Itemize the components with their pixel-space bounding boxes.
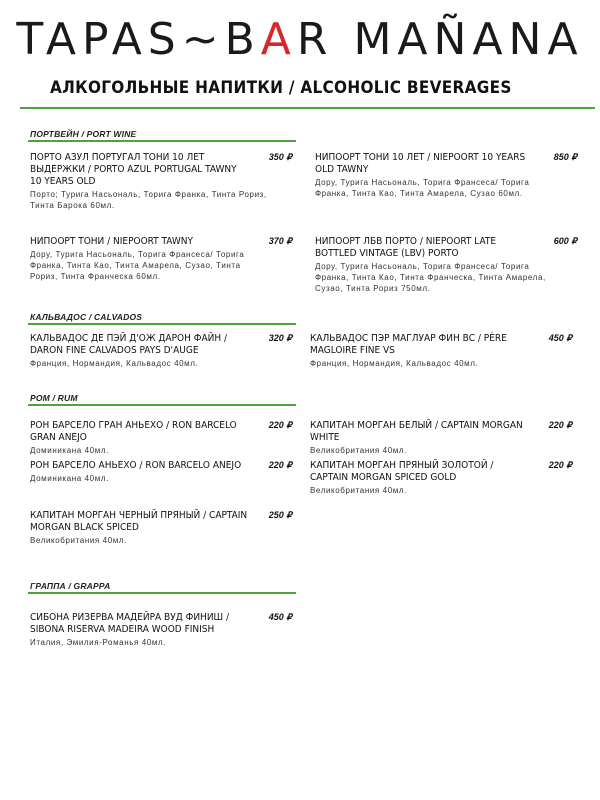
item-name: КАЛЬВАДОС ДЕ ПЭЙ Д'ОЖ ДАРОН ФАЙН / DARON FINE CALVADOS PAYS D'AUGE: [30, 333, 227, 356]
item-name: КАПИТАН МОРГАН ПРЯНЫЙ ЗОЛОТОЙ / CAPTAIN MORGAN SPICED GOLD: [310, 460, 494, 483]
item-description: Дору, Турига Насьональ, Торига Франсеса/ Торига Франка, Тинта Као, Тинта Амарела, Сузао, Тинта Рориз, Тинта Франческа 60мл.: [30, 250, 245, 281]
menu-item: [310, 420, 572, 456]
menu-item: [30, 333, 292, 369]
brand-text-part2: R MAÑANA: [296, 14, 584, 65]
item-price: 250 ₽: [268, 510, 292, 520]
item-name: КАПИТАН МОРГАН БЕЛЫЙ / CAPTAIN MORGAN WHITE: [310, 420, 523, 443]
section-title-calvados: КАЛЬВАДОС / CALVADOS: [30, 312, 143, 322]
item-price: 220 ₽: [548, 460, 572, 470]
item-price: 220 ₽: [268, 460, 292, 470]
section-divider-port: [28, 140, 296, 142]
item-name: РОН БАРСЕЛО ГРАН АНЬЕХО / RON BARCELO GRAN ANEJO: [30, 420, 237, 443]
menu-item: [30, 420, 292, 456]
section-title-port: ПОРТВЕЙН / PORT WINE: [30, 129, 137, 139]
item-price: 320 ₽: [268, 333, 292, 343]
item-name: КАЛЬВАДОС ПЭР МАГЛУАР ФИН ВС / PÈRE MAGLOIRE FINE VS: [310, 333, 507, 356]
item-description: Великобритания 40мл.: [30, 536, 127, 545]
heading-divider: [20, 107, 595, 109]
item-description: Доминикана 40мл.: [30, 446, 109, 455]
item-price: 450 ₽: [548, 333, 572, 343]
item-price: 850 ₽: [553, 152, 577, 162]
item-price: 220 ₽: [268, 420, 292, 430]
section-divider-grappa: [28, 592, 296, 594]
item-name: НИПООРТ ТОНИ / NIEPOORT TAWNY: [30, 236, 193, 247]
menu-item: [310, 333, 572, 369]
brand-text-part1: TAPAS~B: [16, 14, 261, 65]
menu-item: [315, 236, 577, 294]
menu-item: [30, 510, 292, 546]
section-title-grappa: ГРАППА / GRAPPA: [30, 581, 111, 591]
item-name: СИБОНА РИЗЕРВА МАДЕЙРА ВУД ФИНИШ / SIBONA RISERVA MADEIRA WOOD FINISH: [30, 612, 230, 635]
item-description: Великобритания 40мл.: [310, 486, 407, 495]
menu-item: [30, 236, 292, 282]
item-name: НИПООРТ ЛБВ ПОРТО / NIEPOORT LATE BOTTLED VINTAGE (LBV) PORTO: [315, 236, 497, 259]
item-price: 220 ₽: [548, 420, 572, 430]
item-description: Дору, Турига Насьональ, Торига Франсеса/ Торига Франка, Тинта Као, Тинта Амарела, Сузао 60мл.: [315, 178, 530, 198]
item-description: Великобритания 40мл.: [310, 446, 407, 455]
item-description: Италия, Эмилия-Романья 40мл.: [30, 638, 167, 647]
menu-item: [30, 460, 292, 484]
item-name: КАПИТАН МОРГАН ЧЕРНЫЙ ПРЯНЫЙ / CAPTAIN MORGAN BLACK SPICED: [30, 510, 248, 533]
item-price: 370 ₽: [268, 236, 292, 246]
item-price: 600 ₽: [553, 236, 577, 246]
item-price: 350 ₽: [268, 152, 292, 162]
item-description: Порто; Турига Насьональ, Торига Франка, Тинта Рориз, Тинта Барока 60мл.: [30, 190, 267, 210]
menu-item: [315, 152, 577, 199]
section-divider-rum: [28, 404, 296, 406]
item-description: Франция, Нормандия, Кальвадос 40мл.: [30, 359, 199, 368]
item-name: ПОРТО АЗУЛ ПОРТУГАЛ ТОНИ 10 ЛЕТ ВЫДЕРЖКИ / PORTO AZUL PORTUGAL TAWNY 10 YEARS OLD: [30, 152, 237, 187]
item-description: Дору, Турига Насьональ, Торига Франсеса/ Торига Франка, Тинта Као, Тинта Франческа, Тинта Амарела, Сузао, Тинта Рориз 750мл.: [315, 262, 546, 293]
page-title: АЛКОГОЛЬНЫЕ НАПИТКИ / ALCOHOLIC BEVERAGES: [50, 78, 512, 98]
brand-text-accent: A: [260, 14, 297, 65]
item-name: РОН БАРСЕЛО АНЬЕХО / RON BARCELO ANEJO: [30, 460, 242, 471]
item-name: НИПООРТ ТОНИ 10 ЛЕТ / NIEPOORT 10 YEARS OLD TAWNY: [315, 152, 526, 175]
item-price: 450 ₽: [268, 612, 292, 622]
brand-logo: [0, 12, 600, 68]
menu-item: [30, 152, 292, 211]
menu-item: [310, 460, 572, 496]
section-divider-calvados: [28, 323, 296, 325]
item-description: Доминикана 40мл.: [30, 474, 109, 483]
section-title-rum: РОМ / RUM: [30, 393, 78, 403]
menu-item: [30, 612, 292, 648]
item-description: Франция, Нормандия, Кальвадос 40мл.: [310, 359, 479, 368]
